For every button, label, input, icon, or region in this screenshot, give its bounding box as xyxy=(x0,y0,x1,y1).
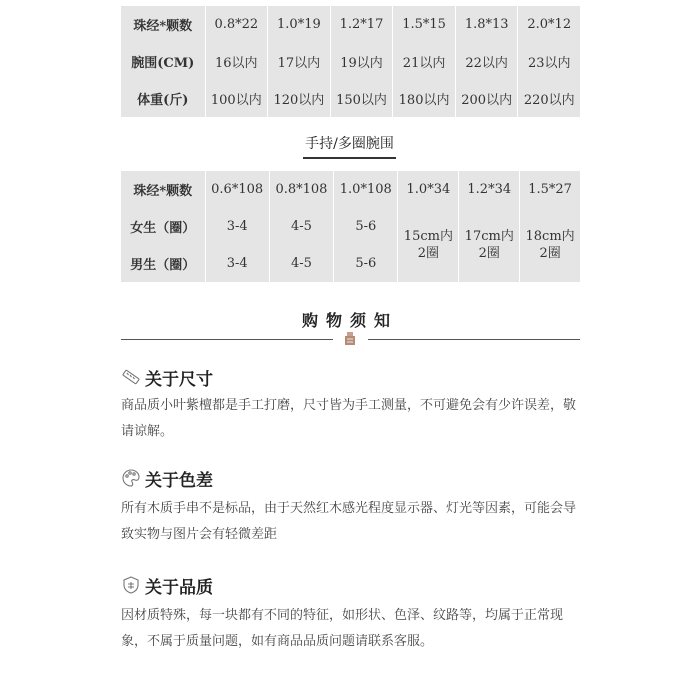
table-cell: 5-6 xyxy=(334,208,398,245)
table-cell: 5-6 xyxy=(334,245,398,282)
table-cell: 珠经*颗数 xyxy=(133,184,193,199)
table-cell: 21以内 xyxy=(393,43,456,80)
seal-icon xyxy=(344,331,356,346)
table-cell: 180以内 xyxy=(393,80,456,117)
section-title: 关于色差 xyxy=(145,470,213,491)
table-cell: 1.5*27 xyxy=(520,171,580,208)
divider-left xyxy=(121,339,333,340)
table-row xyxy=(121,80,580,117)
section-heading-quality xyxy=(121,573,213,597)
table-cell: 22以内 xyxy=(455,43,518,80)
table-cell: 1.2*17 xyxy=(330,6,393,43)
table-cell: 1.5*15 xyxy=(393,6,456,43)
table-cell: 体重(斤) xyxy=(137,93,189,108)
section-title: 关于尺寸 xyxy=(145,369,213,390)
merged-line: 2圈 xyxy=(417,246,440,261)
quality-shield-icon xyxy=(121,575,141,595)
table-cell: 0.8*22 xyxy=(205,6,268,43)
table-cell-merged xyxy=(459,208,520,282)
section-text: 因材质特殊，每一块都有不同的特征，如形状、色泽、纹路等，均属于正常现象，不属于质量问题，如有商品品质问题请联系客服。 xyxy=(121,608,564,649)
table-cell: 4-5 xyxy=(269,208,333,245)
table-cell: 220以内 xyxy=(518,80,580,117)
table-cell: 1.2*34 xyxy=(459,171,520,208)
table-header-row xyxy=(121,6,580,43)
table-cell: 珠经*颗数 xyxy=(133,19,193,34)
table-cell: 女生（圈） xyxy=(130,221,196,236)
table-cell: 0.6*108 xyxy=(205,171,269,208)
table-cell: 17以内 xyxy=(268,43,331,80)
section-title: 关于品质 xyxy=(145,577,213,598)
section-heading-color xyxy=(121,466,213,490)
table-cell: 150以内 xyxy=(330,80,393,117)
section-text: 所有木质手串不是标品，由于天然红木感光程度显示器、灯光等因素，可能会导致实物与图片会有轻微差距 xyxy=(121,501,577,542)
table-cell-merged xyxy=(398,208,459,282)
merged-line: 17cm内 xyxy=(464,229,514,244)
size-table-single xyxy=(121,6,580,117)
table-cell: 1.8*13 xyxy=(455,6,518,43)
table-row xyxy=(121,208,580,245)
table-cell: 1.0*108 xyxy=(334,171,398,208)
table-cell: 男生（圈） xyxy=(130,258,196,273)
merged-line: 2圈 xyxy=(478,246,500,261)
table-cell: 23以内 xyxy=(518,43,580,80)
palette-icon xyxy=(121,468,141,488)
table-header-row xyxy=(121,171,580,208)
merged-line: 15cm内 xyxy=(403,229,453,244)
table-cell: 16以内 xyxy=(205,43,268,80)
multi-loop-subtitle: 手持/多圈腕围 xyxy=(303,133,396,159)
section-heading-size xyxy=(121,365,213,389)
divider-right xyxy=(368,339,580,340)
table-cell: 2.0*12 xyxy=(518,6,580,43)
section-text: 商品质小叶紫檀都是手工打磨，尺寸皆为手工测量，不可避免会有少许误差，敬请谅解。 xyxy=(121,398,577,439)
table-cell-merged xyxy=(520,208,580,282)
table-cell: 100以内 xyxy=(205,80,268,117)
merged-line: 2圈 xyxy=(539,246,561,261)
table-cell: 4-5 xyxy=(269,245,333,282)
table-cell: 200以内 xyxy=(455,80,518,117)
table-cell: 3-4 xyxy=(205,245,269,282)
notice-title: 购物须知 xyxy=(301,311,398,330)
size-table-multi xyxy=(121,171,580,282)
table-cell: 腕围(CM) xyxy=(131,56,195,71)
ruler-icon xyxy=(121,367,141,387)
merged-line: 18cm内 xyxy=(525,229,575,244)
table-cell: 1.0*34 xyxy=(398,171,459,208)
table-cell: 120以内 xyxy=(268,80,331,117)
table-cell: 0.8*108 xyxy=(269,171,333,208)
table-cell: 19以内 xyxy=(330,43,393,80)
table-row xyxy=(121,43,580,80)
table-cell: 3-4 xyxy=(205,208,269,245)
table-cell: 1.0*19 xyxy=(268,6,331,43)
